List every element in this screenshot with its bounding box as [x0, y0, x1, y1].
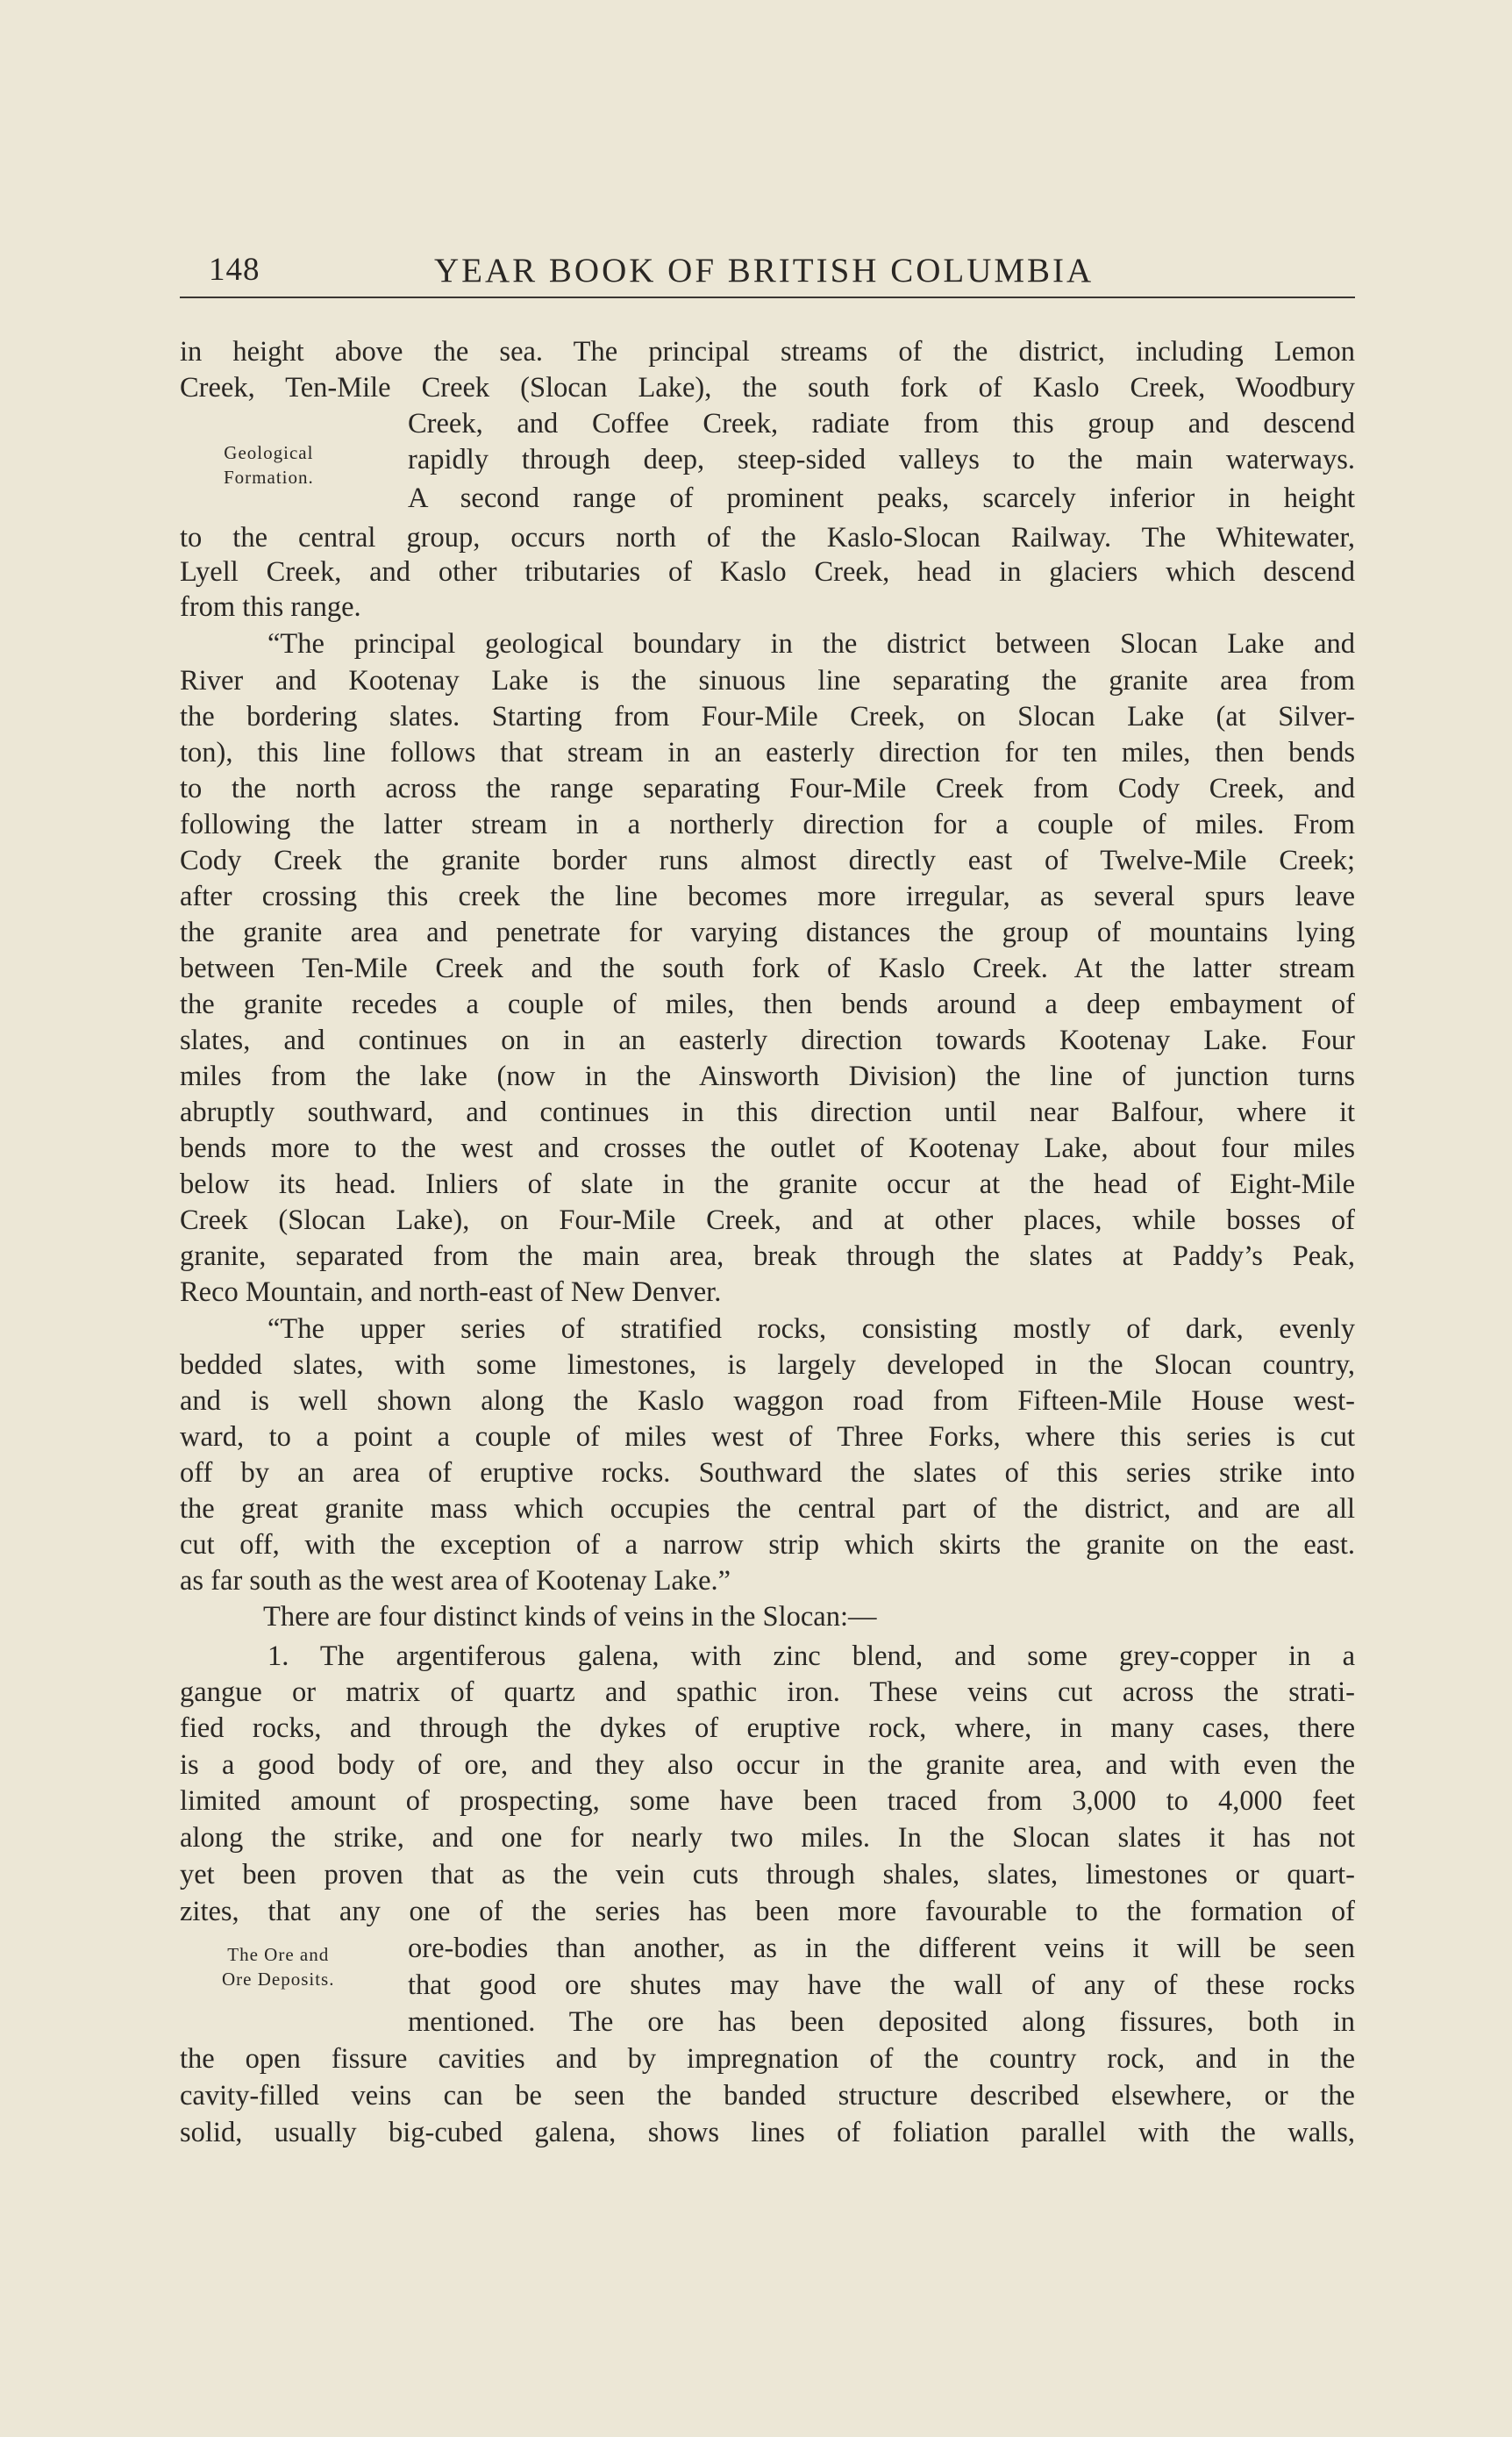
text-line: There are four distinct kinds of veins in the Slocan:—	[263, 1601, 877, 1633]
text-line: “The principal geological boundary in the district between Slocan Lake and	[267, 628, 1355, 660]
running-title: YEAR BOOK OF BRITISH COLUMBIA	[434, 252, 1095, 289]
side-note-line: The Ore and	[227, 1944, 330, 1965]
text-line: mentioned. The ore has been deposited along fissures, both in	[408, 2006, 1355, 2038]
text-line: 1. The argentiferous galena, with zinc blend, and some grey-copper in a	[267, 1640, 1355, 1672]
text-line: Creek (Slocan Lake), on Four-Mile Creek, and at other places, while bosses of	[180, 1204, 1355, 1236]
text-line: as far south as the west area of Kootenay Lake.”	[180, 1565, 731, 1597]
text-line: granite, separated from the main area, break through the slates at Paddy’s Peak,	[180, 1240, 1355, 1272]
text-line: gangue or matrix of quartz and spathic iron. These veins cut across the strati-	[180, 1676, 1355, 1708]
text-line: ore-bodies than another, as in the different veins it will be seen	[408, 1933, 1355, 1964]
side-note-line: Formation.	[224, 467, 314, 488]
text-line: fied rocks, and through the dykes of eruptive rock, where, in many cases, there	[180, 1712, 1355, 1744]
page-header	[180, 247, 1355, 298]
page-number: 148	[209, 252, 260, 288]
text-line: River and Kootenay Lake is the sinuous line separating the granite area from	[180, 665, 1355, 697]
text-line: Creek, Ten-Mile Creek (Slocan Lake), the south fork of Kaslo Creek, Woodbury	[180, 372, 1355, 404]
text-line: and is well shown along the Kaslo waggon road from Fifteen-Mile House west-	[180, 1385, 1355, 1417]
text-line: following the latter stream in a northerly direction for a couple of miles. From	[180, 809, 1355, 840]
side-note-ore-deposits	[222, 1942, 334, 1991]
text-line: “The upper series of stratified rocks, consisting mostly of dark, evenly	[267, 1313, 1355, 1345]
text-line: the bordering slates. Starting from Four-Mile Creek, on Slocan Lake (at Silver-	[180, 701, 1355, 733]
text-line: solid, usually big-cubed galena, shows lines of foliation parallel with the walls,	[180, 2117, 1355, 2148]
text-line: the open fissure cavities and by impregnation of the country rock, and in the	[180, 2043, 1355, 2075]
text-line: A second range of prominent peaks, scarcely inferior in height	[408, 482, 1355, 514]
text-line: that good ore shutes may have the wall of any of these rocks	[408, 1969, 1355, 2001]
text-line: abruptly southward, and continues in this direction until near Balfour, where it	[180, 1097, 1355, 1128]
side-note-geological-formation	[224, 440, 314, 490]
text-line: ton), this line follows that stream in an easterly direction for ten miles, then bends	[180, 737, 1355, 768]
text-line: after crossing this creek the line becomes more irregular, as several spurs leave	[180, 881, 1355, 912]
text-line: the great granite mass which occupies the central part of the district, and are all	[180, 1493, 1355, 1525]
text-line: yet been proven that as the vein cuts through shales, slates, limestones or quart-	[180, 1859, 1355, 1890]
text-line: between Ten-Mile Creek and the south fork of Kaslo Creek. At the latter stream	[180, 953, 1355, 984]
text-line: to the north across the range separating Four-Mile Creek from Cody Creek, and	[180, 773, 1355, 804]
text-line: rapidly through deep, steep-sided valleys to the main waterways.	[408, 444, 1355, 475]
text-line: zites, that any one of the series has been more favourable to the formation of	[180, 1896, 1355, 1927]
text-line: from this range.	[180, 591, 361, 623]
text-line: is a good body of ore, and they also occur in the granite area, and with even the	[180, 1749, 1355, 1781]
text-line: bends more to the west and crosses the outlet of Kootenay Lake, about four miles	[180, 1133, 1355, 1164]
text-line: Creek, and Coffee Creek, radiate from this group and descend	[408, 408, 1355, 440]
text-line: to the central group, occurs north of the Kaslo-Slocan Railway. The Whitewater,	[180, 522, 1355, 554]
text-line: Reco Mountain, and north-east of New Denver.	[180, 1276, 722, 1308]
text-line: the granite recedes a couple of miles, then bends around a deep embayment of	[180, 989, 1355, 1020]
text-line: slates, and continues on in an easterly direction towards Kootenay Lake. Four	[180, 1025, 1355, 1056]
text-line: cut off, with the exception of a narrow strip which skirts the granite on the east.	[180, 1529, 1355, 1561]
text-line: below its head. Inliers of slate in the granite occur at the head of Eight-Mile	[180, 1168, 1355, 1200]
side-note-line: Geological	[224, 442, 314, 463]
text-line: cavity-filled veins can be seen the banded structure described elsewhere, or the	[180, 2080, 1355, 2112]
text-line: off by an area of eruptive rocks. Southward the slates of this series strike into	[180, 1457, 1355, 1489]
text-line: miles from the lake (now in the Ainsworth Division) the line of junction turns	[180, 1061, 1355, 1092]
side-note-line: Ore Deposits.	[222, 1969, 335, 1990]
text-line: in height above the sea. The principal streams of the district, including Lemon	[180, 336, 1355, 368]
text-line: the granite area and penetrate for varying distances the group of mountains lying	[180, 917, 1355, 948]
text-line: limited amount of prospecting, some have been traced from 3,000 to 4,000 feet	[180, 1785, 1355, 1817]
text-line: bedded slates, with some limestones, is largely developed in the Slocan country,	[180, 1349, 1355, 1381]
text-line: ward, to a point a couple of miles west of Three Forks, where this series is cut	[180, 1421, 1355, 1453]
text-line: along the strike, and one for nearly two miles. In the Slocan slates it has not	[180, 1822, 1355, 1854]
text-line: Lyell Creek, and other tributaries of Kaslo Creek, head in glaciers which descend	[180, 556, 1355, 588]
text-line: Cody Creek the granite border runs almost directly east of Twelve-Mile Creek;	[180, 845, 1355, 876]
